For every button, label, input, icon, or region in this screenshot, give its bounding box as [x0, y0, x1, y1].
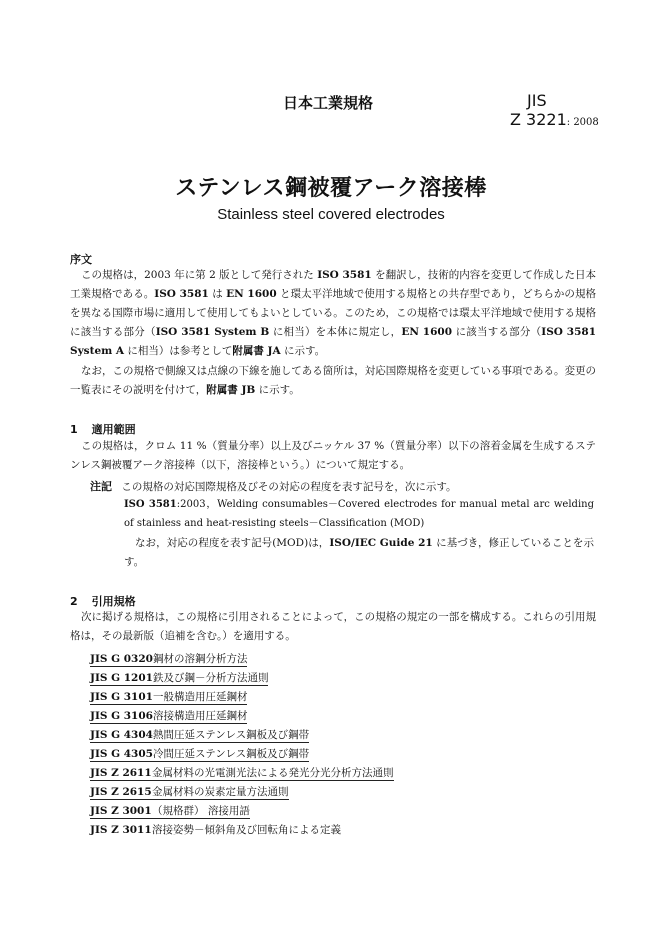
- standard-category: 日本工業規格: [283, 94, 374, 112]
- ref-item: JIS G 3101一般構造用圧延鋼材: [90, 691, 248, 703]
- ref-item: JIS G 3106溶接構造用圧延鋼材: [90, 710, 248, 722]
- jis-label: JIS: [527, 91, 547, 110]
- ref-item: JIS Z 3011溶接姿勢－傾斜角及び回転角による定義: [90, 824, 341, 836]
- title-japanese: ステンレス鋼被覆アーク溶接棒: [175, 176, 487, 201]
- note-modification: なお，対応の程度を表す記号(MOD)は，ISO/IEC Guide 21 に基づき，修正していることを示す。: [124, 537, 594, 568]
- preface-heading: 序文: [70, 253, 92, 266]
- section-2-body: 次に掲げる規格は，この規格に引用されることによって，この規格の規定の一部を構成する。これらの引用規格は，その最新版（追補を含む。）を適用する。: [70, 611, 596, 642]
- ref-item: JIS G 1201鉄及び鋼－分析方法通則: [90, 672, 269, 684]
- ref-item: JIS G 4304熱間圧延ステンレス鋼板及び鋼帯: [90, 729, 310, 741]
- title-english: Stainless steel covered electrodes: [217, 206, 445, 223]
- preface-paragraph-1: この規格は，2003 年に第 2 版として発行された ISO 3581 を翻訳し，技術的内容を変更して作成した日本工業規格である。ISO 3581 は EN 1600 と環太平洋地域で使用する規格との共存型であり，どちらかの規格を異なる国際市場に適用して使用してもよいとしている。このため，この規格では環太平洋地域で使用する規格に該当する部分（ISO 3581 System B に相当）を本体に規定し，EN 1600 に該当する部分（ISO 3581 System A に相当）は参考として附属書 JA に示す。: [70, 269, 597, 357]
- standard-year: : 2008: [566, 117, 599, 128]
- note-line: 注記 この規格の対応国際規格及びその対応の程度を表す記号を，次に示す。: [90, 480, 457, 493]
- ref-item: JIS G 0320鋼材の溶鋼分析方法: [90, 653, 248, 665]
- note-label: 注記: [90, 480, 112, 493]
- section-2-heading: 2 引用規格: [70, 595, 136, 608]
- ref-item: JIS Z 3001（規格群） 溶接用語: [90, 805, 250, 817]
- standard-number: Z 3221: [510, 110, 567, 129]
- standard-number-line: [510, 110, 599, 129]
- section-1-body: この規格は，クロム 11 %（質量分率）以上及びニッケル 37 %（質量分率）以下の溶着金属を生成するステンレス鋼被覆アーク溶接棒（以下，溶接棒という。）について規定する。: [70, 440, 596, 471]
- ref-item: JIS G 4305冷間圧延ステンレス鋼板及び鋼帯: [90, 748, 310, 760]
- ref-item: JIS Z 2611金属材料の光電測光法による発光分光分析方法通則: [90, 767, 394, 779]
- section-1-heading: 1 適用範囲: [70, 423, 136, 436]
- preface-paragraph-2: なお，この規格で側線又は点線の下線を施してある箇所は，対応国際規格を変更している事項である。変更の一覧表にその説明を付けて，附属書 JB に示す。: [70, 365, 596, 396]
- iso-correspondence: ISO 3581:2003，Welding consumables－Covered electrodes for manual metal arc welding of stainless and heat-resisting steels－Classification (MOD): [124, 499, 594, 529]
- ref-item: JIS Z 2615金属材料の炭素定量方法通則: [90, 786, 289, 798]
